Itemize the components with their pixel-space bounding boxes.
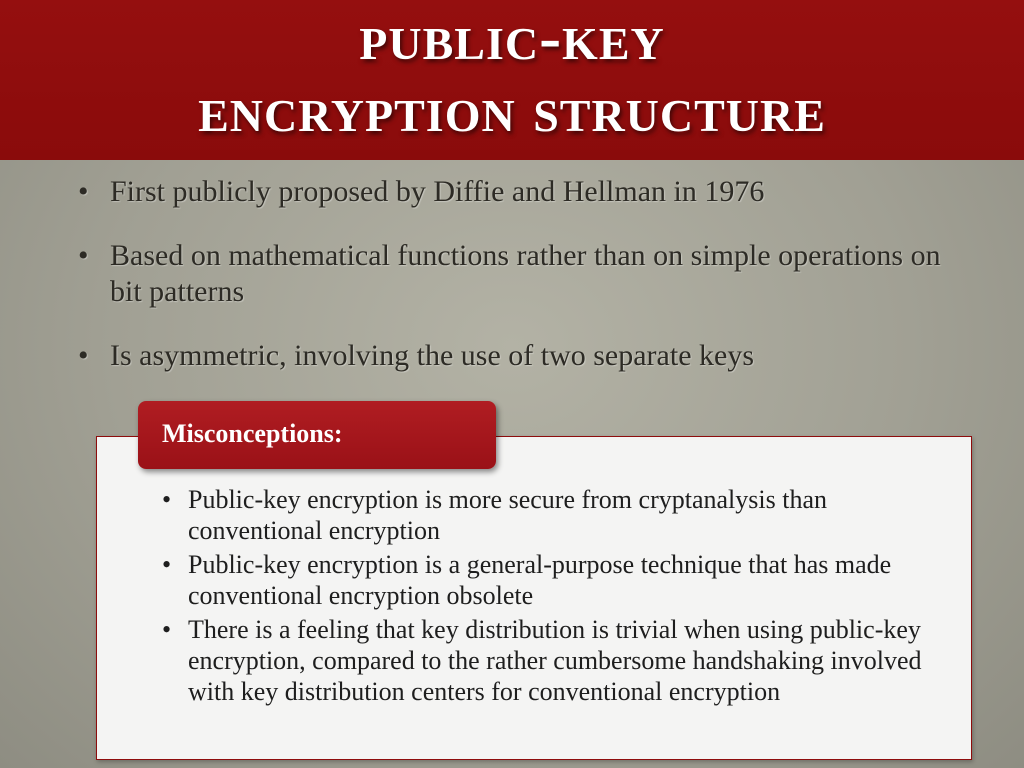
bullet-text: Is asymmetric, involving the use of two separate keys xyxy=(110,339,755,372)
bullet-icon: • xyxy=(162,550,172,579)
slide-title xyxy=(0,2,1024,146)
bullet-text: Based on mathematical functions rather than on simple operations on bit patterns xyxy=(110,239,941,308)
bullet-item xyxy=(76,338,976,374)
bullet-icon: • xyxy=(78,339,89,372)
bullet-item xyxy=(76,238,976,310)
misconception-item xyxy=(160,614,940,707)
bullet-icon: • xyxy=(78,239,89,272)
bullet-icon: • xyxy=(162,485,172,514)
slide-title-line-1: public-key xyxy=(359,1,665,74)
misconception-item xyxy=(160,549,940,611)
bullet-icon: • xyxy=(78,175,89,208)
misconception-text: Public-key encryption is a general-purpose technique that has made conventional encryption obsolete xyxy=(188,550,892,610)
main-bullet-list xyxy=(76,174,976,402)
misconceptions-tab xyxy=(138,401,496,469)
slide-title-line-2: encryption structure xyxy=(198,73,826,146)
misconception-text: Public-key encryption is more secure from cryptanalysis than conventional encryption xyxy=(188,485,827,545)
misconceptions-label: Misconceptions: xyxy=(162,419,343,448)
misconception-item xyxy=(160,484,940,546)
bullet-item xyxy=(76,174,976,210)
bullet-text: First publicly proposed by Diffie and Hellman in 1976 xyxy=(110,175,765,208)
bullet-icon: • xyxy=(162,615,172,644)
misconceptions-list xyxy=(160,484,940,710)
misconception-text: There is a feeling that key distribution is trivial when using public-key encryption, compared to the rather cumbersome handshaking involved with key distribution centers for conventional encryption xyxy=(188,615,922,706)
